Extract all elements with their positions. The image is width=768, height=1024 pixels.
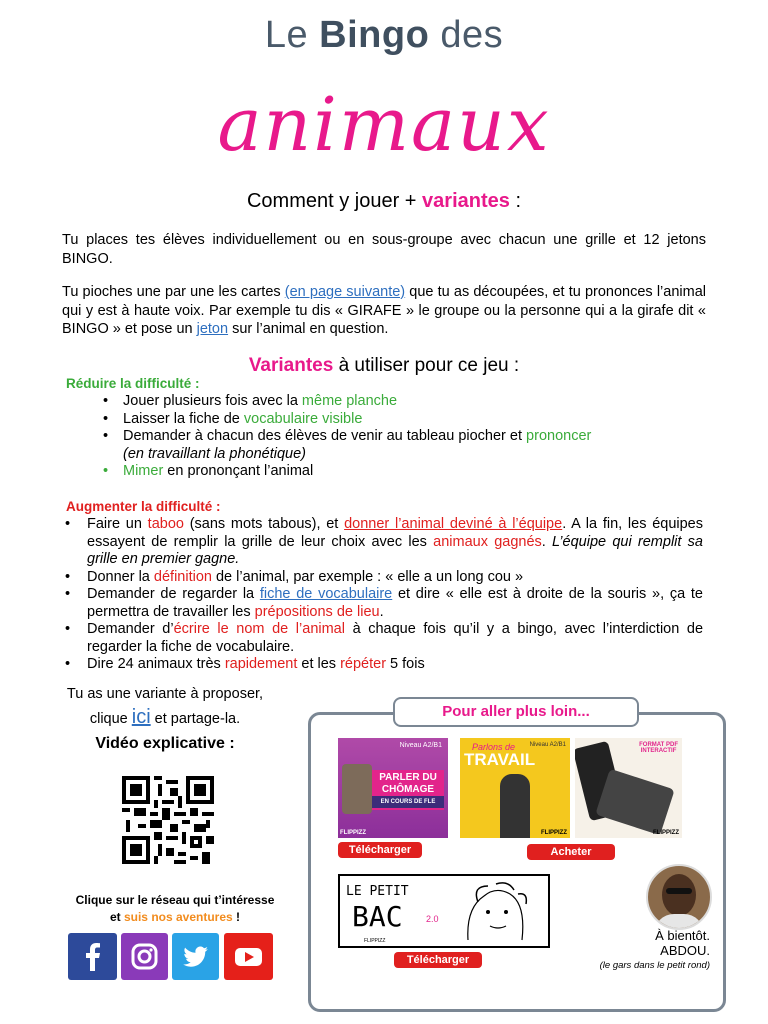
product-card-petit-bac[interactable]: LE PETIT BAC 2.0 FLIPPIZZ	[338, 874, 550, 948]
reduce-difficulty-title: Réduire la difficulté :	[66, 376, 200, 391]
social-text-2: et suis nos aventures !	[109, 910, 241, 924]
instagram-icon[interactable]	[121, 933, 168, 980]
product-card-travail[interactable]: Parlons de TRAVAIL Niveau A2/B1 FLIPPIZZ	[460, 738, 570, 838]
propose-line-1: Tu as une variante à proposer,	[66, 686, 264, 702]
list-item: • Demander à chacun des élèves de venir au tableau piocher et prononcer (en travaillant la phonétique)	[123, 428, 703, 463]
video-label: Vidéo explicative :	[95, 735, 235, 752]
variants-title: Variantes à utiliser pour ce jeu :	[248, 355, 520, 376]
download-button-2[interactable]: Télécharger	[394, 952, 482, 968]
download-button-1[interactable]: Télécharger	[338, 842, 422, 858]
list-item: • Mimer en prononçant l’animal	[123, 463, 703, 481]
propose-link[interactable]: ici	[131, 706, 151, 728]
signature-note: (le gars dans le petit rond)	[599, 960, 710, 971]
further-resources-title: Pour aller plus loin...	[393, 697, 639, 727]
list-item: • Dire 24 animaux très rapidement et les répéter 5 fois	[87, 656, 703, 674]
buy-button[interactable]: Acheter	[527, 844, 615, 860]
page-title: Le Bingo des	[264, 14, 504, 56]
subtitle: Comment y jouer + variantes :	[246, 190, 522, 212]
intro-paragraph-2: Tu pioches une par une les cartes (en page suivante) que tu as découpées, et tu prononces l’animal qui y est à haute voix. Par exemple tu dis « GIRAFE » le groupe ou la personne qui a la girafe dit « BINGO » et pose un jeton sur l’animal en question.	[62, 284, 706, 337]
thinking-face-illustration	[448, 880, 544, 942]
facebook-icon[interactable]	[68, 933, 117, 980]
list-item: • Jouer plusieurs fois avec la même planche	[123, 393, 703, 411]
avatar	[646, 864, 712, 930]
list-item: • Laisser la fiche de vocabulaire visible	[123, 411, 703, 429]
list-item: • Donner la définition de l’animal, par exemple : « elle a un long cou »	[87, 569, 703, 587]
signature: À bientôt. ABDOU.	[655, 928, 710, 958]
twitter-icon[interactable]	[172, 933, 219, 980]
vocabulary-sheet-link[interactable]: fiche de vocabulaire	[259, 586, 393, 602]
next-page-link[interactable]: (en page suivante)	[284, 284, 406, 300]
intro-paragraph-1: Tu places tes élèves individuellement ou en sous-groupe avec chacun une grille et 12 jetons BINGO.	[62, 232, 706, 267]
reduce-list	[123, 393, 703, 481]
page-title-script: animaux	[217, 82, 551, 168]
social-text-1: Clique sur le réseau qui t’intéresse	[75, 893, 275, 907]
increase-list	[87, 516, 703, 674]
list-item: • Demander d’écrire le nom de l’animal à chaque fois qu’il y a bingo, avec l’interdiction de regarder la fiche de vocabulaire.	[87, 621, 703, 656]
youtube-icon[interactable]	[224, 933, 273, 980]
jeton-link[interactable]: jeton	[196, 321, 229, 337]
propose-line-2: clique ici et partage-la.	[89, 706, 241, 728]
product-card-chomage[interactable]: Niveau A2/B1 PARLER DU CHÔMAGE EN COURS DE FLE FLIPPIZZ	[338, 738, 448, 838]
qr-code[interactable]	[122, 776, 214, 864]
increase-difficulty-title: Augmenter la difficulté :	[66, 499, 221, 514]
list-item: • Faire un taboo (sans mots tabous), et donner l’animal deviné à l’équipe. A la fin, les équipes essayent de remplir la grille de leur choix avec les animaux gagnés. L’équipe qui remplit sa grille en premier gagne.	[87, 516, 703, 569]
product-card-pdf[interactable]: FORMAT PDF INTERACTIF FLIPPIZZ	[575, 738, 682, 838]
list-item: • Demander de regarder la fiche de vocabulaire et dire « elle est à droite de la souris », ça te permettra de travailler les prépositions de lieu.	[87, 586, 703, 621]
